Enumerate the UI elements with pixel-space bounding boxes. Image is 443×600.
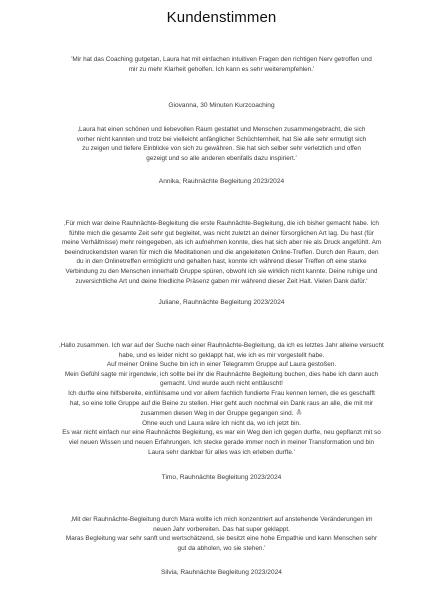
quote-line-text: zusammen diesen Weg in der Gruppe gegangen sind.	[140, 410, 294, 418]
quote-line: ‚Hallo zusammen. Ich war auf der Suche nach einer Rauhnächte-Begleitung, da ich es letztes Jahr alleine versucht	[59, 342, 384, 349]
testimonial-author-giovanna: Giovanna, 30 Minuten Kurzcoaching	[168, 102, 275, 109]
quote-line: vorher nicht kannten und trotz bei vielleicht anfänglicher Schüchternheit, hat Sie alle sehr ermutigt sich	[76, 135, 367, 143]
testimonial-quote-annika	[30, 125, 413, 163]
quote-line: viel neuen Wissen und neuen Erfahrungen. Ich stecke gerade immer noch in meiner Transformation und bin	[68, 438, 375, 446]
quote-line: Mein Gefühl sagte mir irgendwie, ich sollte bei ihr die Rauhnächte Begleitung buchen, dies habe ich dann auch	[64, 370, 379, 378]
quote-line: gezeigt und so alle anderen ebenfalls dazu inspiriert.'	[146, 154, 297, 162]
quote-line: ‚Für mich war deine Rauhnächte-Begleitung die erste Rauhnächte-Begleitung, die ich bisher gemacht habe. Ich	[64, 220, 379, 227]
testimonial-quote-giovanna	[30, 55, 413, 74]
quote-line: fühlte mich die gesamte Zeit sehr gut begleitet, was nicht zuletzt an deiner fürsorglichen Art lag. Du hast (für	[69, 229, 374, 237]
page-title: Kundenstimmen	[166, 9, 277, 26]
quote-line: Maras Begleitung war sehr sanft und wertschätzend, sie besitzt eine hohe Empathie und kann Menschen sehr	[65, 535, 378, 543]
testimonial-author-timo: Timo, Rauhnächte Begleitung 2023/2024	[161, 474, 282, 481]
testimonial-author-juliane: Juliane, Rauhnächte Begleitung 2023/2024	[158, 299, 285, 306]
prayer-hands-icon	[295, 408, 303, 416]
quote-line: gemacht. Und wurde auch nicht enttäuscht!	[160, 380, 283, 388]
testimonial-quote-silvia	[30, 515, 413, 553]
quote-line: hat, so eine tolle Gruppe auf die Beine zu stellen. Hier geht auch nochmal ein Dank raus an alle, die mit mir	[69, 399, 374, 407]
quote-line: habe, und es leider nicht so geklappt hat, wie ich es mir vorgestellt habe.	[118, 351, 325, 359]
quote-line: beeindruckendsten waren für mich die Meditationen und die angeleiteten Online-Treffen. Durch den Raum, den	[64, 248, 379, 256]
quote-line: meine Verhältnisse) mehr reingegeben, als ich aufnehmen konnte, dies hat sich aber nie als Druck angefühlt. Am	[61, 239, 382, 247]
quote-line: Ohne euch und Laura wäre ich nicht da, wo ich jetzt bin.	[142, 419, 301, 427]
testimonial-author-annika: Annika, Rauhnächte Begleitung 2023/2024	[158, 178, 285, 185]
quote-line: ‚Mit der Rauhnächte-Begleitung durch Mara wollte ich mich konzentriert auf anstehende Veränderungen im	[70, 516, 373, 523]
quote-line: Ich durfte eine hilfsbereite, einfühlsame und vor allem fachlich fundierte Frau kennen lernen, die es geschafft	[68, 389, 375, 397]
testimonial-quote-juliane	[30, 219, 413, 286]
quote-line: du in den Onlinetreffen ermöglicht und gehalten hast, konnte ich während dieser Treffen oft eine starke	[76, 258, 367, 266]
quote-line: Laura sehr dankbar für alles was ich erleben durfte.'	[148, 448, 295, 456]
quote-line: zuversichtliche Art und deine friedliche Präsenz gaben mir während dieser Zeit Halt. Vielen Dank dafür.'	[75, 277, 368, 285]
testimonial-quote-timo	[30, 341, 413, 457]
quote-line: Auf meiner Online Suche bin ich in einer Telegramm Gruppe auf Laura gestoßen.	[106, 361, 337, 369]
quote-line: mir zu mehr Klarheit geholfen. Ich kann es sehr weiterempfehlen.'	[128, 65, 315, 73]
quote-line	[30, 408, 413, 419]
quote-line: ‚Laura hat einen schönen und liebevollen Raum gestaltet und Menschen zusammengebracht, die sich	[77, 126, 366, 133]
quote-line: neuen Jahr vorbereiten. Das hat super geklappt.	[153, 525, 290, 533]
testimonial-author-silvia: Silvia, Rauhnächte Begleitung 2023/2024	[161, 569, 282, 576]
quote-line: zu zeigen und tiefere Einblicke von sich zu gewähren. Sie hat sich selber sehr verletzlich und offen	[82, 145, 361, 153]
quote-line: gut da abholen, wo sie stehen.'	[177, 544, 266, 552]
quote-line: Es war nicht einfach nur eine Rauhnächte Begleitung, es war ein Weg den ich gegen durfte, neu gepflanzt mit so	[62, 429, 381, 437]
quote-line: Verbindung zu den Menschen innerhalb Gruppe spüren, obwohl ich sie wirklich nicht kannte. Deine ruhige und	[65, 267, 378, 275]
quote-line: 'Mir hat das Coaching gutgetan, Laura hat mit einfachen intuitiven Fragen den richtigen Nerv getroffen und	[71, 56, 372, 63]
